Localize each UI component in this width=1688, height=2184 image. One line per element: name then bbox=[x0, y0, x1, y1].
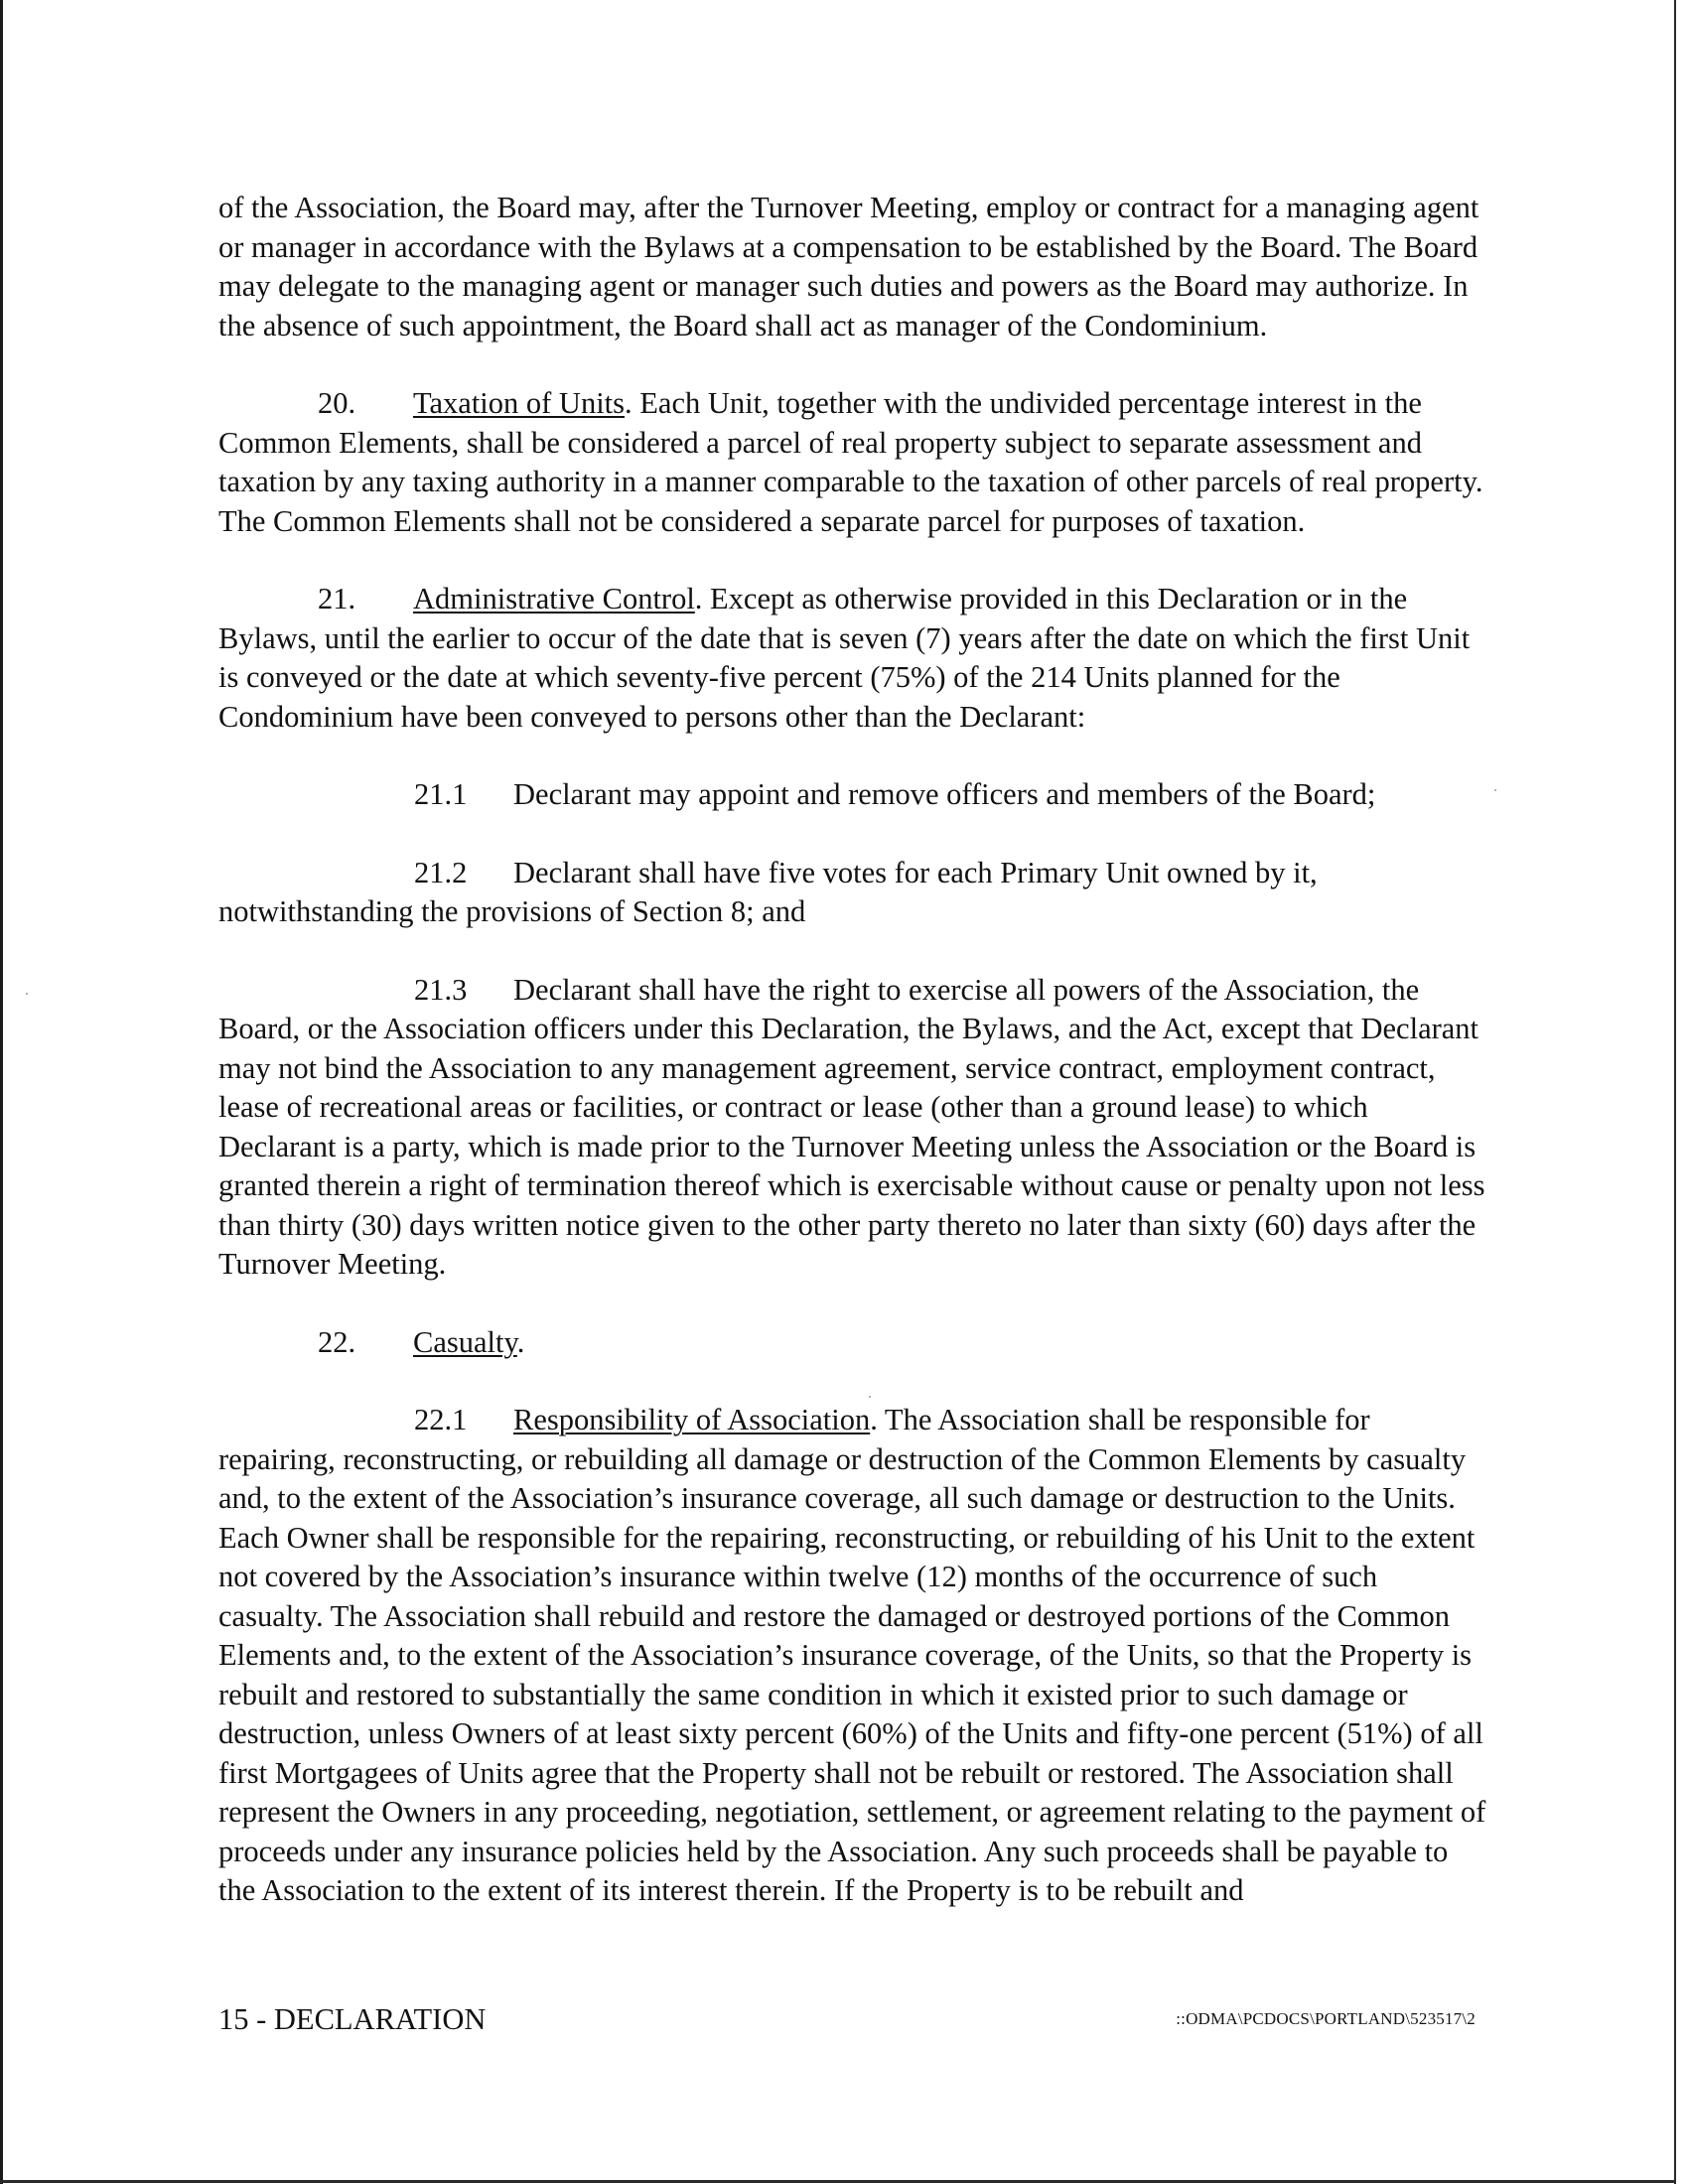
subsection-text: Declarant may appoint and remove officers and members of the Board; bbox=[513, 777, 1376, 811]
document-body bbox=[218, 189, 1489, 1950]
section-22 bbox=[218, 1323, 1489, 1363]
section-heading: Administrative Control bbox=[413, 582, 695, 615]
section-number: 21. bbox=[318, 582, 356, 615]
footer-page-label: 15 - DECLARATION bbox=[218, 2002, 487, 2036]
subsection-text: Declarant shall have the right to exercise all powers of the Association, the Board, or the Association officers under this Declaration, the Bylaws, and the Act, except that Declarant may not bind the Association to any management agreement, service contract, employment contract, lease of recreational areas or facilities, or contract or lease (other than a ground lease) to which Declarant is a party, which is made prior to the Turnover Meeting unless the Association or the Board is granted therein a right of termination thereof which is exercisable without cause or penalty upon not less than thirty (30) days written notice given to the other party thereto no later than sixty (60) days after the Turnover Meeting. bbox=[218, 972, 1485, 1281]
section-number: 22. bbox=[318, 1324, 356, 1359]
scan-speck bbox=[1494, 789, 1496, 791]
section-heading: Casualty bbox=[413, 1324, 517, 1359]
footer-document-path: ::ODMA\PCDOCS\PORTLAND\523517\2 bbox=[1176, 2009, 1476, 2028]
intro-paragraph: of the Association, the Board may, after the Turnover Meeting, employ or contract for a managing agent or manager in accordance with the Bylaws at a compensation to be established by the Board. The Board may delegate to the managing agent or manager such duties and powers as the Board may authorize. In the absence of such appointment, the Board shall act as manager of the Condominium. bbox=[218, 191, 1479, 342]
scan-speck bbox=[26, 993, 28, 995]
subsection-text: Declarant shall have five votes for each Primary Unit owned by it, notwithstanding the provisions of Section 8; and bbox=[218, 855, 1318, 928]
subsection-21-1 bbox=[218, 775, 1489, 815]
section-text: . Except as otherwise provided in this Declaration or in the Bylaws, until the earlier to occur of the date that is seven (7) years after the date on which the first Unit is conveyed or the date at which seventy-five percent (75%) of the 214 Units planned for the Condominium have been conveyed to persons other than the Declarant: bbox=[218, 582, 1471, 734]
section-text: . bbox=[516, 1324, 525, 1359]
subsection-21-3 bbox=[218, 971, 1489, 1285]
page-border-left bbox=[0, 0, 3, 2184]
subsection-number: 22.1 bbox=[414, 1403, 468, 1436]
subsection-heading: Responsibility of Association bbox=[513, 1403, 871, 1436]
subsection-21-2 bbox=[218, 854, 1489, 932]
subsection-number: 21.2 bbox=[414, 855, 468, 889]
section-21 bbox=[218, 580, 1489, 737]
section-heading: Taxation of Units bbox=[413, 386, 626, 420]
subsection-22-1 bbox=[218, 1401, 1489, 1911]
subsection-number: 21.3 bbox=[414, 972, 468, 1007]
page-border-bottom bbox=[0, 2180, 1676, 2183]
section-20 bbox=[218, 384, 1489, 541]
page-border-right bbox=[1674, 0, 1676, 2184]
subsection-number: 21.1 bbox=[414, 777, 468, 811]
section-text: . Each Unit, together with the undivided percentage interest in the Common Elements, shall be considered a parcel of real property subject to separate assessment and taxation by any taxing authority in a manner comparable to the taxation of other parcels of real property. The Common Elements shall not be considered a separate parcel for purposes of taxation. bbox=[218, 386, 1483, 538]
section-number: 20. bbox=[318, 386, 356, 420]
subsection-text: . The Association shall be responsible for repairing, reconstructing, or rebuilding all damage or destruction of the Common Elements by casualty and, to the extent of the Association’s insurance coverage, all such damage or destruction to the Units. Each Owner shall be responsible for the repairing, reconstructing, or rebuilding of his Unit to the extent not covered by the Association’s insurance within twelve (12) months of the occurrence of such casualty. The Association shall rebuild and restore the damaged or destroyed portions of the Common Elements and, to the extent of the Association’s insurance coverage, of the Units, so that the Property is rebuilt and restored to substantially the same condition in which it existed prior to such damage or destruction, unless Owners of at least sixty percent (60%) of the Units and fifty-one percent (51%) of all first Mortgagees of Units agree that the Property shall not be rebuilt or restored. The Association shall represent the Owners in any proceeding, negotiation, settlement, or agreement relating to the payment of proceeds under any insurance policies held by the Association. Any such proceeds shall be payable to the Association to the extent of its interest therein. If the Property is to be rebuilt and bbox=[218, 1403, 1486, 1907]
